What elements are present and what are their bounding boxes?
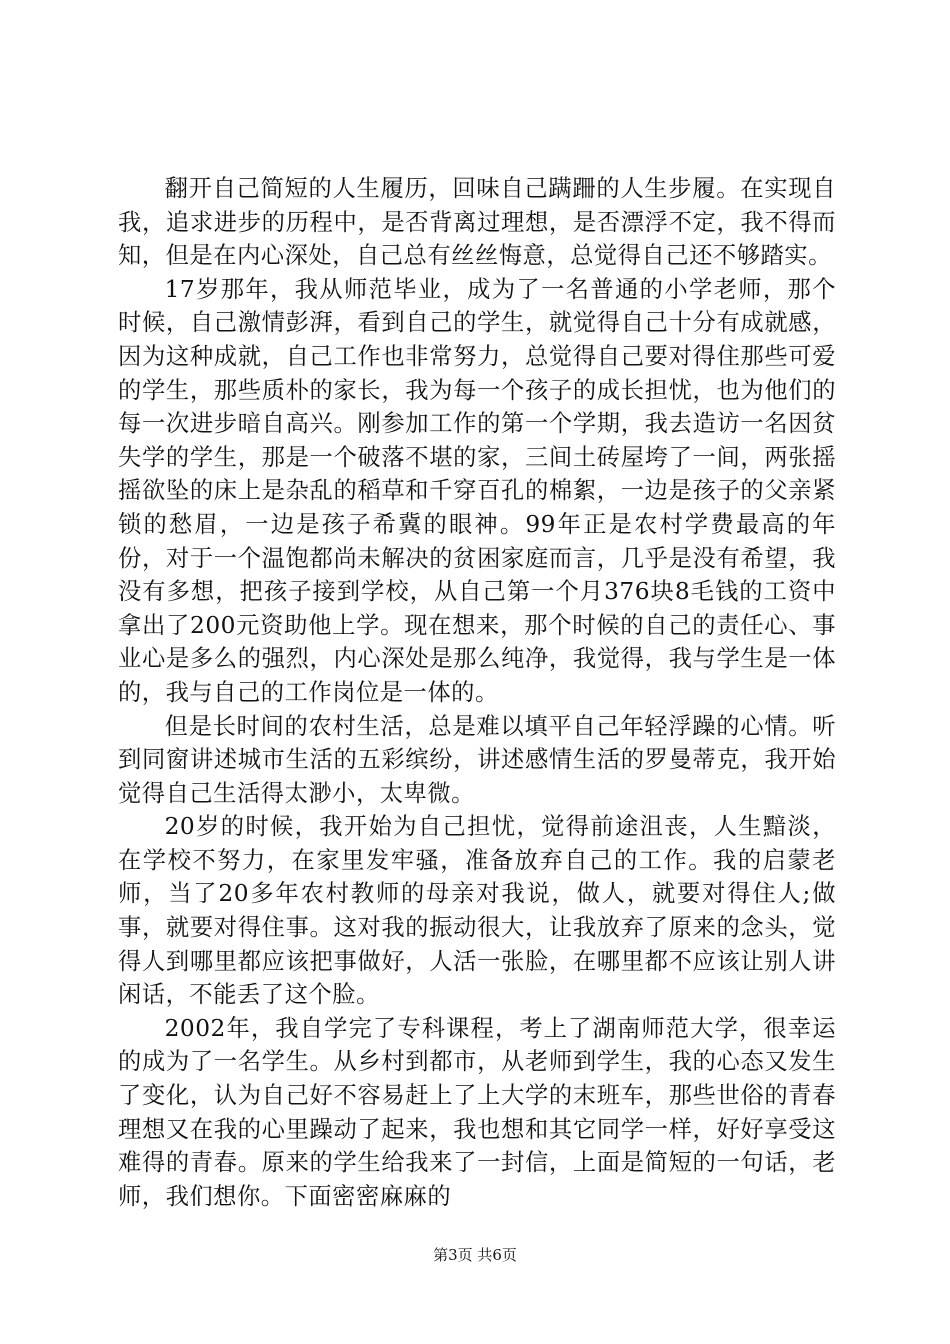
document-body: [118, 172, 836, 1213]
paragraph-1: 翻开自己简短的人生履历，回味自己蹒跚的人生步履。在实现自我，追求进步的历程中，是否背离过理想，是否漂浮不定，我不得而知，但是在内心深处，自己总有丝丝悔意，总觉得自己还不够踏实。: [118, 175, 836, 270]
paragraph-4: 20岁的时候，我开始为自己担忧，觉得前途沮丧，人生黯淡，在学校不努力，在家里发牢骚，准备放弃自己的工作。我的启蒙老师，当了20多年农村教师的母亲对我说，做人，就要对得住人;做事，就要对得住事。这对我的振动很大，让我放弃了原来的念头，觉得人到哪里都应该把事做好，人活一张脸，在哪里都不应该让别人讲闲话，不能丢了这个脸。: [118, 813, 836, 1009]
paragraph-2: 17岁那年，我从师范毕业，成为了一名普通的小学老师，那个时候，自己激情彭湃，看到自己的学生，就觉得自己十分有成就感，因为这种成就，自己工作也非常努力，总觉得自己要对得住那些可爱的学生，那些质朴的家长，我为每一个孩子的成长担忧，也为他们的每一次进步暗自高兴。刚参加工作的第一个学期，我去造访一名因贫失学的学生，那是一个破落不堪的家，三间土砖屋垮了一间，两张摇摇欲坠的床上是杂乱的稻草和千穿百孔的棉絮，一边是孩子的父亲紧锁的愁眉，一边是孩子希冀的眼神。99年正是农村学费最高的年份，对于一个温饱都尚未解决的贫困家庭而言，几乎是没有希望，我没有多想，把孩子接到学校，从自己第一个月376块8毛钱的工资中拿出了200元资助他上学。现在想来，那个时候的自己的责任心、事业心是多么的强烈，内心深处是那么纯净，我觉得，我与学生是一体的，我与自己的工作岗位是一体的。: [118, 275, 836, 706]
page-number-footer: 第3页 共6页: [433, 1246, 517, 1264]
paragraph-3: 但是长时间的农村生活，总是难以填平自己年轻浮躁的心情。听到同窗讲述城市生活的五彩缤纷，讲述感情生活的罗曼蒂克，我开始觉得自己生活得太渺小，太卑微。: [118, 712, 836, 807]
paragraph-5: 2002年，我自学完了专科课程，考上了湖南师范大学，很幸运的成为了一名学生。从乡村到都市，从老师到学生，我的心态又发生了变化，认为自己好不容易赶上了上大学的末班车，那些世俗的青春理想又在我的心里躁动了起来，我也想和其它同学一样，好好享受这难得的青春。原来的学生给我来了一封信，上面是简短的一句话，老师，我们想你。下面密密麻麻的: [118, 1014, 836, 1210]
